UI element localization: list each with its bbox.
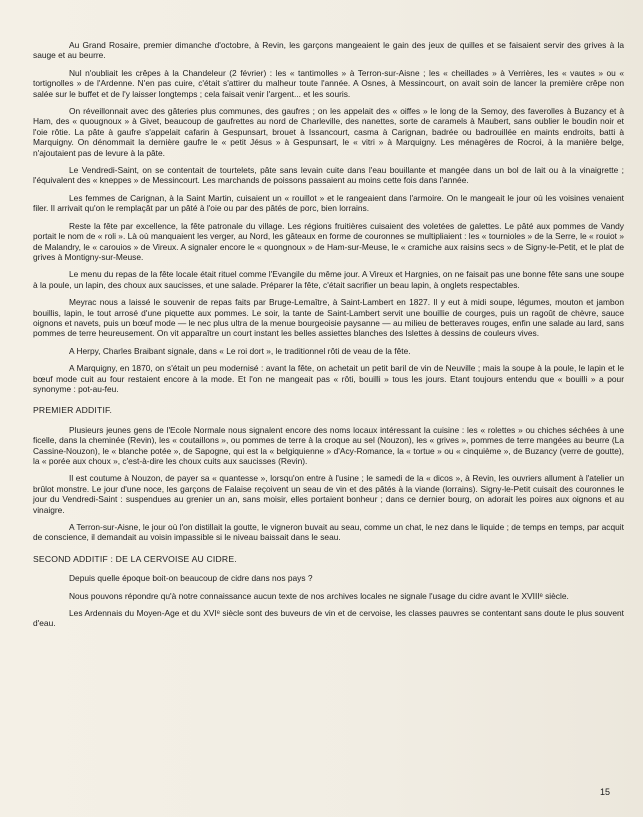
paragraph: Le Vendredi-Saint, on se contentait de tourtelets, pâte sans levain cuite dans l'eau bouillante et mangée dans un bol de lait ou à la vinaigrette ; l'équivalent des « kneppes » de Messincourt. Les marchands de poissons passaient au moins cette fois dans l'année. — [33, 165, 624, 186]
paragraph: Reste la fête par excellence, la fête patronale du village. Les régions fruitières cuisaient des voletées de galettes. Le pâté aux pommes de Vandy portait le nom de « roli ». Là où manquaient les verger, au Nord, les gâteaux en forme de couronnes se multipliaient : les « tournioles » de la Serre, le « rouiot » de Malandry, le « carouios » de Vireux. A signaler encore le « quongnoux » de Ham-sur-Meuse, le « cramiche aux raisins secs » de Signy-le-Petit, et le plat de grives à Montigny-sur-Meuse. — [33, 220, 624, 262]
paragraph: On réveillonnait avec des gâteries plus communes, des gaufres ; on les appelait des « oiffes » le long de la Semoy, des faverolles à Buzancy et à Ham, des « quougnoux » à Givet, beaucoup de gaufrettes au nord de Charleville, des nanettes, sorte de caramels à Maubert, sans oublier le boudin noir et l'oie rôtie. La pâte à gaufre s'appelait cafarin à Gespunsart, brouet à Issancourt, casma à Carignan, badrée ou badrouillée en maints endroits, batti à Marquigny. On dénommait la dernière gaufre le « petit Jésus » à Gespunsart, le « vitri » à Marquigny. Les ménagères de Rocroi, à la manière belge, n'ajoutaient pas de levure à la pâte. — [33, 106, 624, 158]
paragraph: Plusieurs jeunes gens de l'Ecole Normale nous signalent encore des noms locaux intéressant la cuisine : les « rolettes » ou chiches séchées à une ficelle, dans la cheminée (Revin), les « coutaillons », ou pommes de terre à la croque au sel (Nouzon), les « grives », pommes de terre mangées au beurre (La Cassine-Nouzon), le « blanche potée », de Sapogne, qui est la « belgiquienne » d'Acy-Romance, la « tortue » ou « cinquième », de Buzancy (verre de goutte), la « porée aux choux », c'est-à-dire les choux cuits aux saucisses (Revin). — [33, 424, 624, 466]
paragraph: A Terron-sur-Aisne, le jour où l'on distillait la goutte, le vigneron buvait au seau, comme un chat, le nez dans le liquide ; de temps en temps, par acquit de conscience, il demandait au voisin impassible si le niveau baissait dans le seau. — [33, 522, 624, 543]
paragraph: A Herpy, Charles Braibant signale, dans « Le roi dort », le traditionnel rôti de veau de la fête. — [69, 345, 411, 356]
paragraph: Depuis quelle époque boit-on beaucoup de cidre dans nos pays ? — [69, 573, 313, 584]
paragraph: Nous pouvons répondre qu'à notre connaissance aucun texte de nos archives locales ne signale l'usage du cidre avant le XVIIIᵉ siècle. — [69, 590, 569, 601]
paragraph: Les Ardennais du Moyen-Age et du XVIᵉ siècle sont des buveurs de vin et de cervoise, les classes pauvres se contentant sans doute le plus souvent d'eau. — [33, 608, 624, 629]
page-number: 15 — [600, 787, 611, 797]
paragraph: Les femmes de Carignan, à la Saint Martin, cuisaient un « rouillot » et le rangeaient dans l'armoire. On le mangeait le jour où les voisines venaient filer. Il arrivait qu'on le remplaçât par un pâté à l'oie ou par des pâtés de porc, bien lorrains. — [33, 192, 624, 214]
paragraph: Meyrac nous a laissé le souvenir de repas faits par Bruge-Lemaître, à Saint-Lambert en 1827. Il y eut à midi soupe, légumes, mouton et jambon bouillis, lapin, le tout arrosé d'une piquette aux pommes. Le soir, la tante de Saint-Lambert servit une bouillie de courges, puis un ragoût de chèvre, sauce oignons et navets, puis un bœuf mode — le nec plus ultra de la menue bourgeoisie paysanne — au milieu de betteraves rouges, enfin une salade au lard, sans pommes de terre heureusement. On vit apparaître un court instant les belles assiettes blanches des Islettes à dessins de couleurs vives. — [33, 297, 624, 339]
section-heading: PREMIER ADDITIF. — [33, 405, 113, 416]
section-heading: SECOND ADDITIF : DE LA CERVOISE AU CIDRE. — [33, 553, 237, 564]
paragraph: Au Grand Rosaire, premier dimanche d'octobre, à Revin, les garçons mangeaient le gain des jeux de quilles et se faisaient servir des grives à la sauge et au beurre. — [33, 40, 624, 61]
paragraph: Nul n'oubliait les crêpes à la Chandeleur (2 février) : les « tantimolles » à Terron-sur-Aisne ; les « cheillades » à Verrières, les « vautes » ou « tortignolles » de l'Ardenne. N'en pas cuire, c'était s'attirer du malheur toute l'année. A Osnes, à Messincourt, on avait soin de lancer la première crêpe non salée sur le buffet et de l'y laisser longtemps ; cela faisait venir l'argent... et les souris. — [33, 67, 624, 99]
paragraph: Le menu du repas de la fête locale était rituel comme l'Evangile du même jour. A Vireux et Hargnies, on ne faisait pas une bonne fête sans une soupe à la poule, un lapin, des choux aux saucisses, et une salade. Préparer la fête, c'était sacrifier un beau lapin, à onglets respectables. — [33, 269, 624, 290]
document-body — [33, 40, 624, 636]
paragraph: Il est coutume à Nouzon, de payer sa « quantesse », lorsqu'on entre à l'usine ; le samedi de la « dicos », à Revin, les ouvriers allument à l'atelier un brûlot monstre. Le jour d'une noce, les garçons de Falaise reçoivent un seau de vin et des pâtés à la viande (lorrains). Signy-le-Petit cuisait des couronnes le jour du Vendredi-Saint : suspendues au grenier un an, sans moisir, elles portaient bonheur ; dans ce dernier bourg, on adorait les poires aux oignons et au vinaigre. — [33, 473, 624, 515]
paragraph: A Marquigny, en 1870, on s'était un peu modernisé : avant la fête, on achetait un petit baril de vin de Neuville ; mais la soupe à la poule, le lapin et le bœuf mode cuit au four restaient encore à la mode. Et l'on ne mangeait pas « rôti, bouilli » tous les jours. Etant toujours entendu que « bouilli » a pour synonyme : pot-au-feu. — [33, 363, 624, 394]
